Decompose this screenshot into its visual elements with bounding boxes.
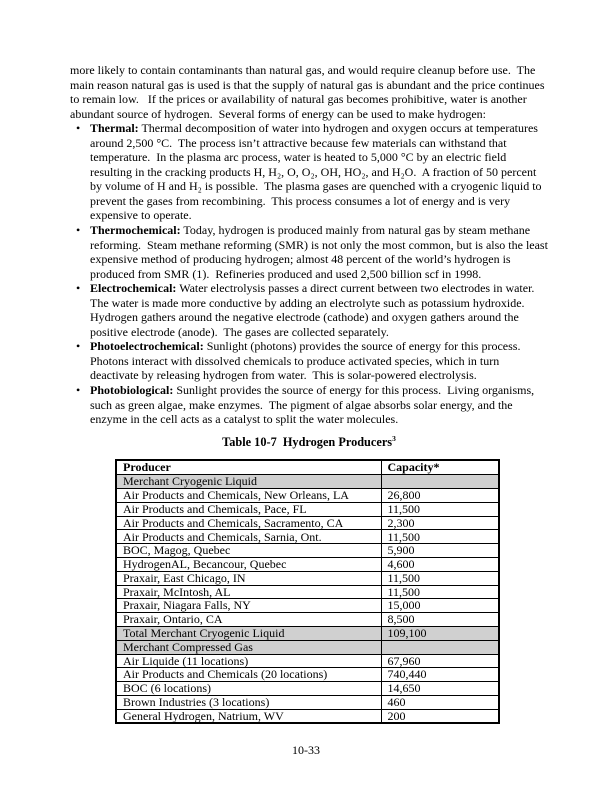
capacity-cell: 15,000 [381, 599, 499, 613]
table-row [116, 640, 499, 654]
capacity-cell: 11,500 [381, 502, 499, 516]
table-row [116, 682, 499, 696]
capacity-cell [381, 640, 499, 654]
table-row [116, 599, 499, 613]
capacity-cell: 11,500 [381, 571, 499, 585]
capacity-cell: 2,300 [381, 516, 499, 530]
table-title-text: Table 10-7 Hydrogen Producers [222, 434, 393, 449]
bullet-marker: • [76, 280, 81, 295]
producer-cell: Air Products and Chemicals, Sarnia, Ont. [116, 530, 381, 544]
table-row [116, 516, 499, 530]
bullet-text: Sunlight (photons) provides the source of energy for this process. Photons interact with dissolved chemicals to produce activated species, which in turn deactivate by releasing hydrogen from water. This is solar-powered electrolysis. [90, 339, 527, 383]
table-row [116, 502, 499, 516]
producer-cell: Air Products and Chemicals, Pace, FL [116, 502, 381, 516]
bullet-lead: Photoelectrochemical: [90, 339, 204, 354]
producer-column-header: Producer [116, 460, 381, 475]
capacity-cell: 14,650 [381, 682, 499, 696]
list-item [70, 121, 548, 223]
capacity-cell: 460 [381, 695, 499, 709]
table-row [116, 475, 499, 489]
capacity-cell: 200 [381, 709, 499, 723]
bullet-marker: • [76, 338, 81, 353]
bullet-marker: • [76, 120, 81, 135]
producers-table-body [116, 475, 499, 724]
producer-cell: General Hydrogen, Natrium, WV [116, 709, 381, 723]
table-row [116, 613, 499, 627]
table-row [116, 557, 499, 571]
capacity-cell: 67,960 [381, 654, 499, 668]
producer-cell: Merchant Cryogenic Liquid [116, 475, 381, 489]
table-row [116, 654, 499, 668]
table-row [116, 544, 499, 558]
list-item [70, 339, 548, 383]
bullet-text: Today, hydrogen is produced mainly from natural gas by steam methane reforming. Steam methane reforming (SMR) is not only the most common, but is also the least expensive method of producing hydrogen; almost 48 percent of the world’s hydrogen is produced from SMR (1). Refineries produced and used 2,500 billion scf in 1998. [90, 223, 551, 281]
capacity-cell: 8,500 [381, 613, 499, 627]
list-item [70, 222, 551, 281]
capacity-cell: 26,800 [381, 488, 499, 502]
table-row [116, 530, 499, 544]
table-row [116, 488, 499, 502]
page-content [70, 63, 551, 724]
table-row [116, 571, 499, 585]
producer-cell: Praxair, East Chicago, IN [116, 571, 381, 585]
capacity-cell: 11,500 [381, 585, 499, 599]
producer-cell: Praxair, McIntosh, AL [116, 585, 381, 599]
bullet-text: Sunlight provides the source of energy for this process. Living organisms, such as green algae, make enzymes. The pigment of algae absorbs solar energy, and the enzyme in the cell acts as a catalyst to split the water molecules. [90, 383, 538, 427]
intro-paragraph: more likely to contain contaminants than natural gas, and would require cleanup before use. The main reason natural gas is used is that the supply of natural gas is abundant and the price continues to remain low. If the prices or availability of natural gas becomes prohibitive, water is another abundant source of hydrogen. Several forms of energy can be used to make hydrogen: [70, 63, 548, 121]
producer-cell: Air Products and Chemicals, New Orleans, LA [116, 488, 381, 502]
capacity-cell: 740,440 [381, 668, 499, 682]
capacity-cell: 5,900 [381, 544, 499, 558]
producer-cell: Merchant Compressed Gas [116, 640, 381, 654]
producer-cell: Praxair, Ontario, CA [116, 613, 381, 627]
table-row [116, 585, 499, 599]
capacity-cell: 109,100 [381, 626, 499, 640]
table-title [70, 435, 548, 450]
producers-table [115, 459, 500, 725]
producer-cell: Praxair, Niagara Falls, NY [116, 599, 381, 613]
producer-cell: Air Liquide (11 locations) [116, 654, 381, 668]
producer-cell: Brown Industries (3 locations) [116, 695, 381, 709]
bullet-marker: • [76, 222, 81, 237]
producer-cell: BOC (6 locations) [116, 682, 381, 696]
bullet-lead: Electrochemical: [90, 281, 177, 296]
capacity-cell: 11,500 [381, 530, 499, 544]
producer-cell: Total Merchant Cryogenic Liquid [116, 626, 381, 640]
list-item [70, 281, 548, 339]
table-row [116, 668, 499, 682]
table-row [116, 709, 499, 723]
capacity-cell: 4,600 [381, 557, 499, 571]
bullet-text: Water electrolysis passes a direct current between two electrodes in water. The water is made more conductive by adding an electrolyte such as potassium hydroxide. Hydrogen gathers around the negative electrode (cathode) and oxygen gathers around the positive electrode (anode). The gases are collected separately. [90, 281, 541, 339]
bullet-marker: • [76, 382, 81, 397]
bullet-lead: Photobiological: [90, 383, 174, 398]
producer-cell: Air Products and Chemicals, Sacramento, CA [116, 516, 381, 530]
capacity-column-header: Capacity* [381, 460, 499, 475]
list-item [70, 383, 548, 427]
bullet-text: Thermal decomposition of water into hydrogen and oxygen occurs at temperatures around 2,500 °C. The process isn’t attractive because few materials can withstand that temperature. In the plasma arc process, water is heated to 5,000 °C by an electric field resulting in the cracking products H, H₂, O, O₂, OH, HO₂, and H₂O. A fraction of 50 percent by volume of H and H₂ is possible. The plasma gases are quenched with a cryogenic liquid to prevent the gases from recombining. This process consumes a lot of energy and is very expensive to operate. [90, 121, 545, 223]
bullet-lead: Thermal: [90, 121, 139, 136]
page-number: 10-33 [292, 743, 320, 757]
producer-cell: BOC, Magog, Quebec [116, 544, 381, 558]
table-title-superscript: 3 [392, 433, 396, 443]
producer-cell: HydrogenAL, Becancour, Quebec [116, 557, 381, 571]
energy-forms-list [70, 120, 551, 427]
bullet-lead: Thermochemical: [90, 223, 181, 238]
table-header-row [116, 460, 499, 475]
producer-cell: Air Products and Chemicals (20 locations) [116, 668, 381, 682]
table-row [116, 695, 499, 709]
table-row [116, 626, 499, 640]
capacity-cell [381, 475, 499, 489]
